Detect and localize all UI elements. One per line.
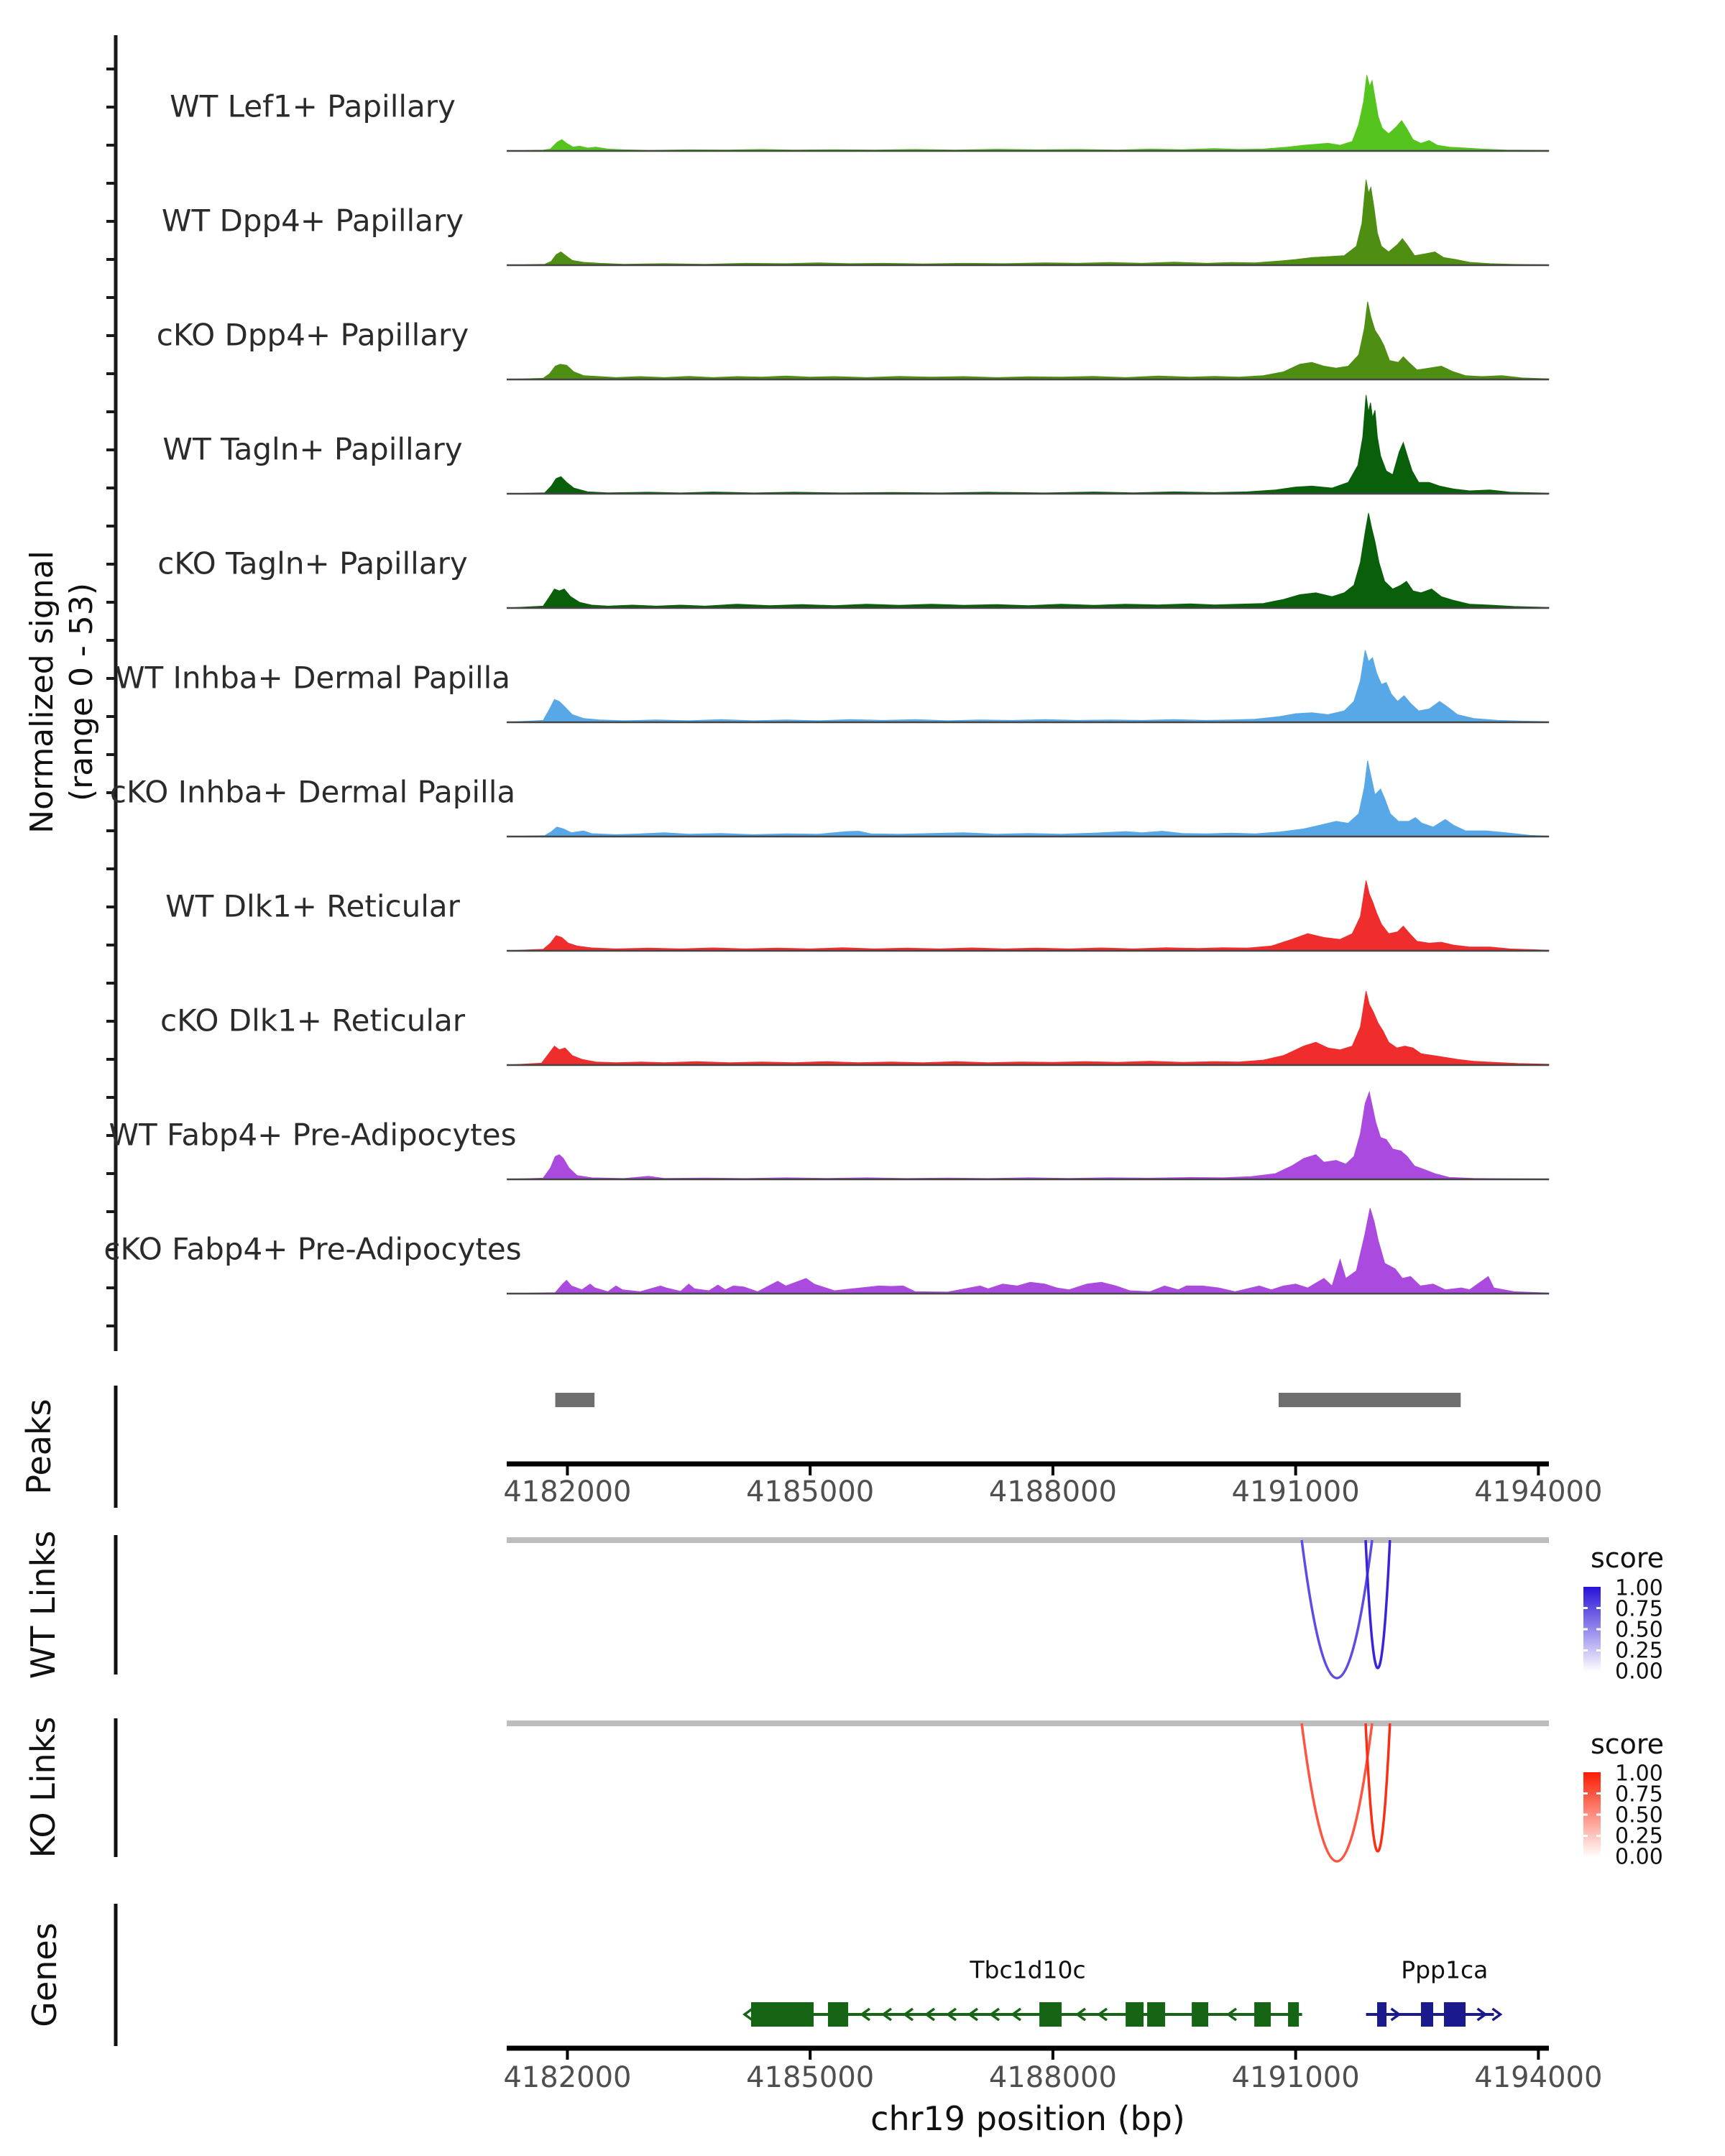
score-legend-tick: 0.25 (1615, 1638, 1663, 1664)
coverage-area (507, 1208, 1549, 1294)
score-legend-tick: 0.75 (1615, 1782, 1663, 1807)
exon-box (1288, 2002, 1299, 2027)
coverage-track (507, 760, 1549, 837)
gene-label: Ppp1ca (1401, 1955, 1489, 1984)
coverage-track (507, 180, 1549, 265)
peaks-side-label: Peaks (19, 1399, 58, 1495)
gene-label: Tbc1d10c (970, 1955, 1086, 1984)
track-label: WT Fabp4+ Pre-Adipocytes (109, 1117, 517, 1153)
axis-tick-label: 4185000 (746, 2061, 875, 2094)
coverage-track (507, 395, 1549, 494)
coverage-track (507, 1092, 1549, 1179)
axis-tick-label: 4182000 (503, 2061, 632, 2094)
coverage-track (507, 1208, 1549, 1294)
coverage-area (507, 75, 1549, 151)
track-label: WT Tagln+ Papillary (162, 431, 463, 467)
exon-box (1444, 2002, 1466, 2027)
axis-tick-label: 4194000 (1474, 2061, 1603, 2094)
y-axis-label-line2: (range 0 - 53) (63, 582, 100, 802)
score-legend-title: score (1590, 1542, 1665, 1574)
axis-tick-label: 4191000 (1231, 1475, 1360, 1508)
coverage-area (507, 760, 1549, 837)
exon-box (1126, 2002, 1144, 2027)
axis-tick-label: 4194000 (1474, 1475, 1603, 1508)
exon-box (828, 2002, 848, 2027)
peak-box (556, 1393, 595, 1407)
coverage-area (507, 1092, 1549, 1179)
gene-model (745, 2002, 1302, 2027)
score-legend-tick: 0.75 (1615, 1596, 1663, 1622)
ko-links-side-label: KO Links (24, 1716, 63, 1858)
track-label: cKO Dpp4+ Papillary (156, 317, 469, 353)
coverage-area (507, 650, 1549, 722)
coverage-track (507, 75, 1549, 151)
coverage-area (507, 880, 1549, 951)
peak-box (1279, 1393, 1460, 1407)
x-axis-title: chr19 position (bp) (870, 2099, 1185, 2138)
track-label: cKO Dlk1+ Reticular (160, 1003, 465, 1038)
score-legend-tick: 1.00 (1615, 1761, 1663, 1787)
coverage-area (507, 513, 1549, 608)
exon-box (1147, 2002, 1165, 2027)
gene-model (1366, 2002, 1501, 2027)
coverage-track (507, 650, 1549, 722)
axis-tick-label: 4185000 (746, 1475, 875, 1508)
link-arc (1302, 1540, 1372, 1678)
track-label: WT Inhba+ Dermal Papilla (114, 660, 511, 696)
coverage-track (507, 991, 1549, 1065)
exon-box (1192, 2002, 1208, 2027)
link-arc (1302, 1723, 1372, 1861)
axis-tick-label: 4182000 (503, 1475, 632, 1508)
exon-box (1254, 2002, 1271, 2027)
coverage-track (507, 880, 1549, 951)
coverage-area (507, 991, 1549, 1065)
y-axis-label (22, 550, 101, 834)
track-label: WT Dpp4+ Papillary (161, 203, 464, 239)
score-legend-tick: 0.25 (1615, 1823, 1663, 1849)
coverage-track (507, 302, 1549, 379)
exon-box (1421, 2002, 1433, 2027)
genes-side-label: Genes (25, 1922, 64, 2027)
axis-tick-label: 4188000 (988, 1475, 1117, 1508)
score-legend-tick: 0.50 (1615, 1802, 1663, 1828)
score-legend-tick: 0.00 (1615, 1844, 1663, 1870)
exon-box (1377, 2002, 1386, 2027)
coverage-area (507, 302, 1549, 379)
track-label: cKO Inhba+ Dermal Papilla (109, 774, 516, 810)
score-legend-tick: 1.00 (1615, 1575, 1663, 1601)
coverage-area (507, 180, 1549, 265)
exon-box (751, 2002, 814, 2027)
track-label: cKO Tagln+ Papillary (157, 545, 468, 581)
score-legend-tick: 0.00 (1615, 1659, 1663, 1685)
track-label: cKO Fabp4+ Pre-Adipocytes (104, 1231, 522, 1267)
axis-tick-label: 4188000 (988, 2061, 1117, 2094)
coverage-area (507, 395, 1549, 494)
axis-tick-label: 4191000 (1231, 2061, 1360, 2094)
track-label: WT Dlk1+ Reticular (165, 888, 460, 924)
score-legend-title: score (1590, 1728, 1665, 1760)
coverage-track (507, 513, 1549, 608)
score-legend-tick: 0.50 (1615, 1617, 1663, 1643)
y-axis-label-line1: Normalized signal (24, 550, 60, 834)
track-label: WT Lef1+ Papillary (170, 88, 456, 124)
wt-links-side-label: WT Links (24, 1530, 63, 1680)
exon-box (1039, 2002, 1062, 2027)
